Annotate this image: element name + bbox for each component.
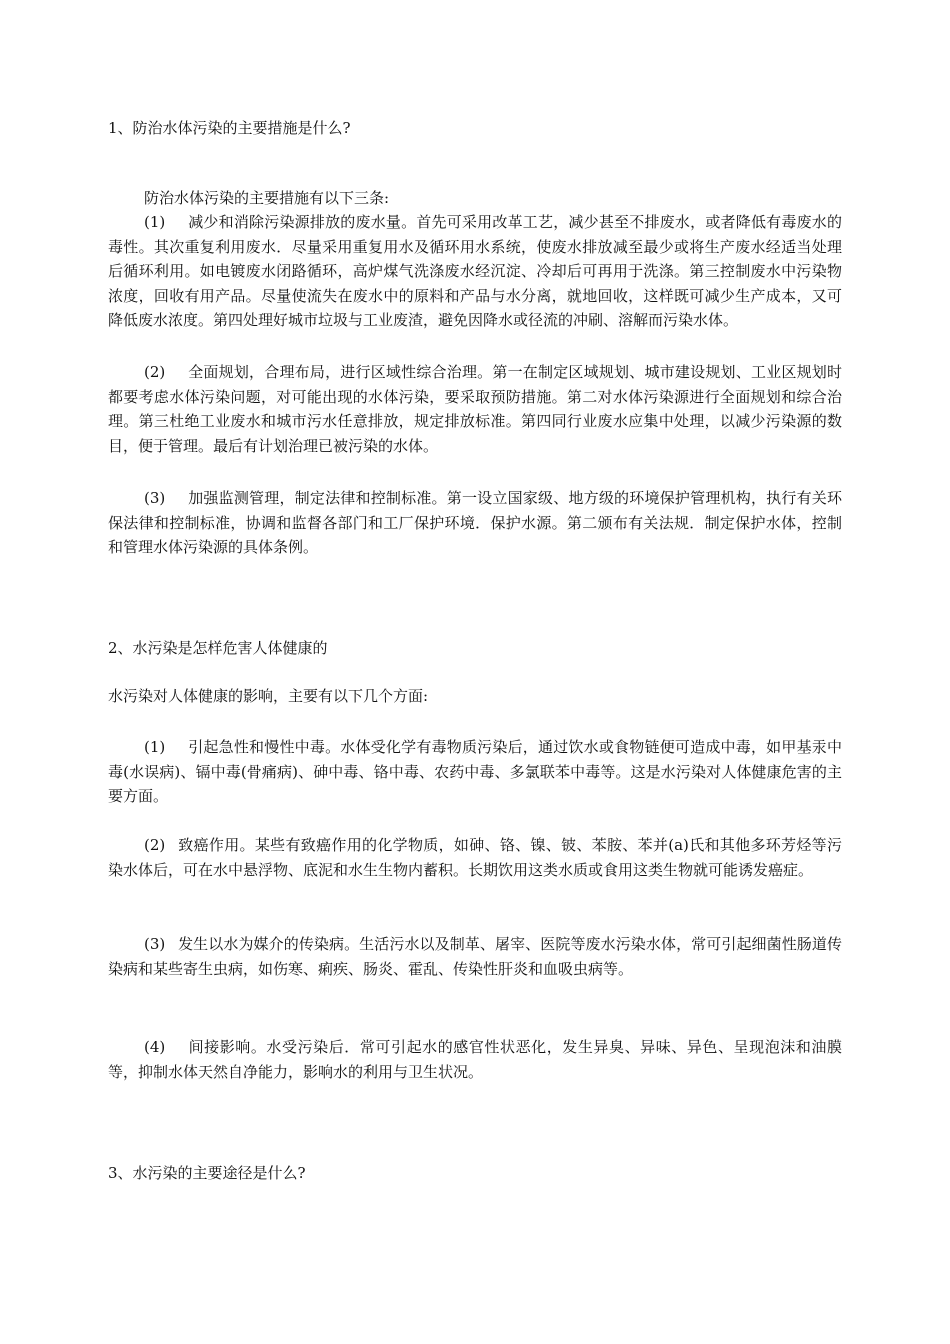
item-number: (1) xyxy=(144,738,166,756)
item-text: 加强监测管理，制定法律和控制标准。第一设立国家级、地方级的环境保护管理机构，执行有关环保法律和控制标准，协调和监督各部门和工厂保护环境．保护水源。第二颁布有关法规．制定保护水体，控制和管理水体污染源的具体条例。 xyxy=(108,489,842,556)
section-2-item-2 xyxy=(108,833,842,882)
item-number: (2) xyxy=(144,363,166,381)
item-number: (3) xyxy=(144,489,166,507)
item-text: 发生以水为媒介的传染病。生活污水以及制革、屠宰、医院等废水污染水体，常可引起细菌性肠道传染病和某些寄生虫病，如伤寒、痢疾、肠炎、霍乱、传染性肝炎和血吸虫病等。 xyxy=(108,935,842,978)
item-text: 引起急性和慢性中毒。水体受化学有毒物质污染后，通过饮水或食物链便可造成中毒，如甲基汞中毒(水误病)、镉中毒(骨痛病)、砷中毒、铬中毒、农药中毒、多氯联苯中毒等。这是水污染对人体健康危害的主要方面。 xyxy=(108,738,842,805)
item-number: (4) xyxy=(144,1038,166,1056)
section-2-item-1 xyxy=(108,735,842,809)
section-1-item-1 xyxy=(108,210,842,333)
section-2-item-3 xyxy=(108,932,842,981)
item-text: 全面规划，合理布局，进行区域性综合治理。第一在制定区域规划、城市建设规划、工业区规划时都要考虑水体污染问题，对可能出现的水体污染，要采取预防措施。第二对水体污染源进行全面规划和综合治理。第三杜绝工业废水和城市污水任意排放，规定排放标准。第四同行业废水应集中处理，以减少污染源的数目，便于管理。最后有计划治理已被污染的水体。 xyxy=(108,363,842,455)
item-text: 致癌作用。某些有致癌作用的化学物质，如砷、铬、镍、铍、苯胺、苯并(a)氏和其他多环芳烃等污染水体后，可在水中悬浮物、底泥和水生生物内蓄积。长期饮用这类水质或食用这类生物就可能诱发癌症。 xyxy=(108,836,842,879)
section-2-intro: 水污染对人体健康的影响，主要有以下几个方面: xyxy=(108,687,429,705)
section-1-intro: 防治水体污染的主要措施有以下三条: xyxy=(144,189,390,207)
section-1-heading: 1、防治水体污染的主要措施是什么? xyxy=(108,119,351,137)
item-number: (2) xyxy=(144,836,166,854)
item-number: (3) xyxy=(144,935,166,953)
section-2-heading: 2、水污染是怎样危害人体健康的 xyxy=(108,639,328,657)
section-2-item-4 xyxy=(108,1035,842,1084)
section-1-item-2 xyxy=(108,360,842,458)
item-number: (1) xyxy=(144,213,166,231)
item-text: 减少和消除污染源排放的废水量。首先可采用改革工艺，减少甚至不排废水，或者降低有毒废水的毒性。其次重复利用废水．尽量采用重复用水及循环用水系统，使废水排放减至最少或将生产废水经适当处理后循环利用。如电镀废水闭路循环，高炉煤气洗涤废水经沉淀、冷却后可再用于洗涤。第三控制废水中污染物浓度，回收有用产品。尽量使流失在废水中的原料和产品与水分离，就地回收，这样既可减少生产成本，又可降低废水浓度。第四处理好城市垃圾与工业废渣，避免因降水或径流的冲刷、溶解而污染水体。 xyxy=(108,213,842,329)
item-text: 间接影响。水受污染后．常可引起水的感官性状恶化，发生异臭、异味、异色、呈现泡沫和油膜等，抑制水体天然自净能力，影响水的利用与卫生状况。 xyxy=(108,1038,842,1081)
section-1-item-3 xyxy=(108,486,842,560)
section-3-heading: 3、水污染的主要途径是什么? xyxy=(108,1164,306,1182)
